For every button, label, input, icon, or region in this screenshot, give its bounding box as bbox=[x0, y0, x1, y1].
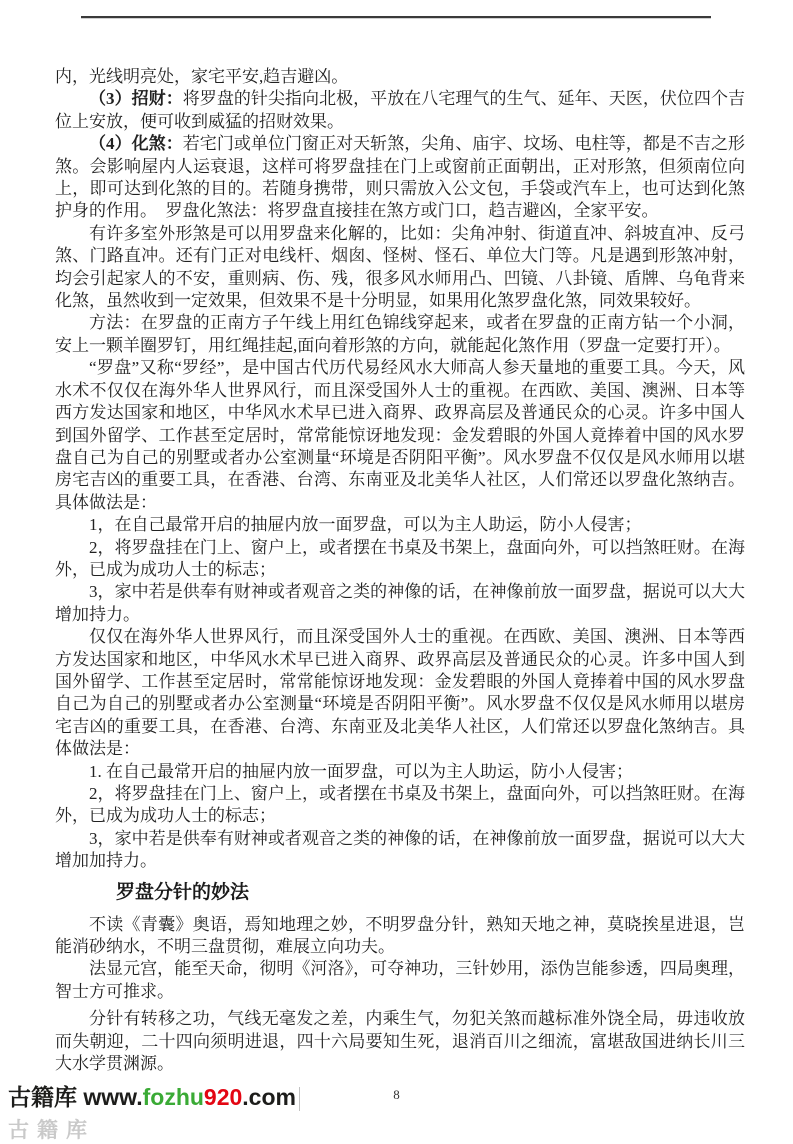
paragraph-text: 法显元宫，能至天命，彻明《河洛》，可夺神功，三针妙用，添伪岂能参透，四局奥理，智士方可推求。 bbox=[55, 959, 745, 1001]
page-number: 8 bbox=[393, 1087, 400, 1102]
paragraph bbox=[55, 88, 745, 133]
paragraph-text: 若宅门或单位门窗正对天斩煞，尖角、庙宇、坟场、电柱等，都是不吉之形煞。会影响屋内人运衰退，这样可将罗盘挂在门上或窗前正面朝出，正对形煞，但须南位向上，即可达到化煞的目的。若随身携带，则只需放入公文包，手袋或汽车上，也可达到化煞护身的作用。 罗盘化煞法：将罗盘直接挂在煞方或门口，趋吉避凶，全家平安。 bbox=[55, 134, 746, 221]
paragraph bbox=[55, 1008, 745, 1075]
list-item bbox=[55, 514, 745, 536]
paragraph-text: 有许多室外形煞是可以用罗盘来化解的，比如：尖角冲射、街道直冲、斜坡直冲、反弓煞、门路直冲。还有门正对电线杆、烟囱、怪树、怪石、单位大门等。凡是遇到形煞冲射，均会引起家人的不安，重则病、伤、残，很多风水师用凸、凹镜、八卦镜、盾牌、乌龟背来化煞，虽然收到一定效果，但效果不是十分明显，如果用化煞罗盘化煞，同效果较好。 bbox=[55, 223, 745, 311]
list-item bbox=[55, 581, 745, 626]
watermark-url-tld: .com bbox=[242, 1084, 296, 1110]
paragraph bbox=[55, 66, 745, 88]
section-heading: 罗盘分针的妙法 bbox=[116, 881, 250, 903]
paragraph-text: 1，在自己最常开启的抽屉内放一面罗盘，可以为主人助运，防小人侵害； bbox=[89, 515, 642, 535]
paragraph bbox=[55, 958, 745, 1003]
watermark-url-name: fozhu bbox=[142, 1084, 204, 1110]
paragraph-text: “罗盘”又称“罗经”，是中国古代历代易经风水大师高人参天量地的重要工具。今天，风水术不仅仅在海外华人世界风行，而且深受国外人士的重视。在西欧、美国、澳洲、日本等西方发达国家和地区，中华风水术早已进入商界、政界高层及普通民众的心灵。许多中国人到国外留学、工作甚至定居时，常常能惊讶地发现：金发碧眼的外国人竟捧着中国的风水罗盘自己为自己的别墅或者办公室测量“环境是否阴阳平衡”。风水罗盘不仅仅是风水师用以堪房宅吉凶的重要工具，在香港、台湾、东南亚及北美华人社区，人们常还以罗盘化煞纳吉。具体做法是： bbox=[55, 358, 745, 512]
paragraph bbox=[55, 914, 745, 959]
paragraph bbox=[55, 312, 745, 357]
paragraph-text: 2，将罗盘挂在门上、窗户上，或者摆在书桌及书架上，盘面向外，可以挡煞旺财。在海外，已成为成功人士的标志； bbox=[55, 537, 745, 579]
watermark-cn-label: 古籍库 bbox=[8, 1084, 77, 1110]
paragraph-text: 内，光线明亮处，家宅平安,趋吉避凶。 bbox=[55, 67, 349, 86]
paragraph bbox=[55, 133, 745, 223]
paragraph-text: 3，家中若是供奉有财神或者观音之类的神像的话，在神像前放一面罗盘，据说可以大大增加加持力。 bbox=[55, 828, 745, 871]
watermark-url-number: 920 bbox=[203, 1084, 243, 1110]
paragraph-text: 1. 在自己最常开启的抽屉内放一面罗盘，可以为主人助运，防小人侵害； bbox=[89, 761, 633, 781]
watermark-url-www: www. bbox=[77, 1084, 143, 1110]
paragraph-lead: （4）化煞： bbox=[89, 134, 183, 154]
document-body bbox=[55, 66, 745, 1075]
paragraph-text: 不读《青囊》奥语，焉知地理之妙，不明罗盘分针，熟知天地之神，莫晓挨星进退，岂能消砂纳水，不明三盘贯彻，难展立向功夫。 bbox=[55, 914, 745, 957]
paragraph bbox=[55, 357, 745, 514]
paragraph bbox=[55, 223, 745, 313]
watermark-cropped-row: 古籍库 bbox=[8, 1119, 95, 1142]
paragraph-lead: （3）招财： bbox=[89, 89, 183, 109]
list-item bbox=[55, 783, 745, 828]
list-item bbox=[55, 537, 745, 582]
list-item bbox=[55, 761, 745, 783]
paragraph-text: 方法：在罗盘的正南方子午线上用红色锦线穿起来，或者在罗盘的正南方钻一个小洞，安上一颗羊圈罗钉，用红绳挂起,面向着形煞的方向，就能起化煞作用（罗盘一定要打开）。 bbox=[55, 313, 745, 355]
paragraph-text: 3，家中若是供奉有财神或者观音之类的神像的话，在神像前放一面罗盘，据说可以大大增加持力。 bbox=[55, 582, 745, 624]
paragraph-text: 仅仅在海外华人世界风行，而且深受国外人士的重视。在西欧、美国、澳洲、日本等西方发达国家和地区，中华风水术早已进入商界、政界高层及普通民众的心灵。许多中国人到国外留学、工作甚至定居时，常常能惊讶地发现：金发碧眼的外国人竟捧着中国的风水罗盘自己为自己的别墅或者办公室测量“环境是否阴阳平衡”。风水罗盘不仅仅是风水师用以堪房宅吉凶的重要工具，在香港、台湾、东南亚及北美华人社区，人们常还以罗盘化煞纳吉。具体做法是： bbox=[55, 627, 745, 759]
paragraph bbox=[55, 626, 745, 760]
header-rule bbox=[81, 16, 711, 18]
paragraph-text: 将罗盘的针尖指向北极，平放在八宅理气的生气、延年、天医，伏位四个吉位上安放，便可收到威猛的招财效果。 bbox=[55, 89, 746, 131]
paragraph-text: 2，将罗盘挂在门上、窗户上，或者摆在书桌及书架上，盘面向外，可以挡煞旺财。在海外，已成为成功人士的标志； bbox=[55, 784, 745, 826]
paragraph-text: 分针有转移之功，气线无毫发之差，内乘生气，勿犯关煞而越标准外饶全局，毋违收放而失朝迎，二十四向须明进退，四十六局要知生死，退消百川之细流，富堪敌国进纳长川三大水学贯渊源。 bbox=[55, 1009, 745, 1074]
list-item bbox=[55, 828, 745, 873]
